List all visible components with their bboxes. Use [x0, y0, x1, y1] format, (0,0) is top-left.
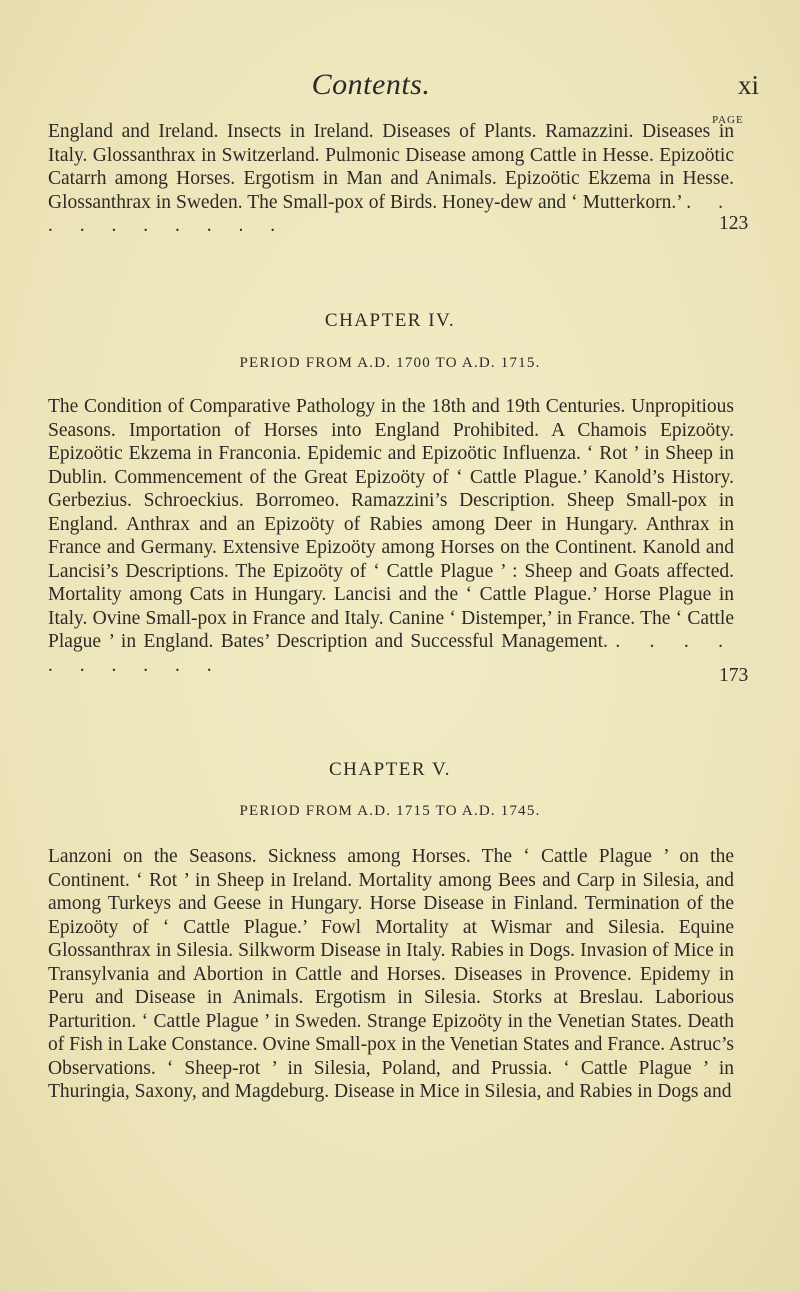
- toc-entry-text: England and Ireland. Insects in Ireland. Diseases of Plants. Ramazzini. Diseases in Italy. Glossanthrax in Switzerland. Pulmonic Disease among Cattle in Hesse. Epizoötic Catarrh among Horses. Ergotism in Man and Animals. Epizoötic Ekzema in Hesse. Glossanthrax in Sweden. The Small-pox of Birds. Honey-dew and ‘ Mutterkorn.’: [48, 121, 734, 213]
- leader-dots: . . . . . . . . . .: [48, 191, 734, 236]
- toc-entry-text: Lanzoni on the Seasons. Sickness among Horses. The ‘ Cattle Plague ’ on the Continent. ‘ Rot ’ in Sheep in Ireland. Mortality among Bees and Carp in Silesia, and among Turkeys and Geese in Hungary. Horse Disease in Finland. Termination of the Epizoöty of ‘ Cattle Plague.’ Fowl Mortality at Wismar and Silesia. Equine Glossanthrax in Silesia. Silkworm Disease in Italy. Rabies in Dogs. Invasion of Mice in Transylvania and Abortion in Cattle and Horses. Diseases in Provence. Epidemy in Peru and Disease in Animals. Ergotism in Silesia. Storks at Breslau. Laborious Parturition. ‘ Cattle Plague ’ in Sweden. Strange Epizoöty in the Venetian States. Death of Fish in Lake Constance. Ovine Small-pox in the Venetian States and France. Astruc’s Observations. ‘ Sheep-rot ’ in Silesia, Poland, and Prussia. ‘ Cattle Plague ’ in Thuringia, Saxony, and Magdeburg. Disease in Mice in Silesia, and Rabies in Dogs and: [48, 846, 734, 1102]
- chapter-period: PERIOD FROM A.D. 1700 TO A.D. 1715.: [239, 355, 541, 371]
- running-title: Contents.: [311, 68, 431, 101]
- toc-page-number: 123: [719, 213, 749, 234]
- leader-dots: . . . . . . . . . .: [48, 631, 735, 676]
- toc-entry-chapter-5: [48, 845, 734, 1104]
- page-column-label: PAGE: [712, 114, 744, 126]
- toc-page-number: 173: [719, 665, 749, 686]
- page-folio: xi: [738, 70, 760, 100]
- running-head: [0, 68, 800, 108]
- chapter-heading: CHAPTER IV.: [324, 310, 456, 331]
- toc-entry-continuation: [48, 120, 734, 238]
- toc-entry-text: The Condition of Comparative Pathology in the 18th and 19th Centuries. Unpropitious Seasons. Importation of Horses into England Prohibited. A Chamois Epizoöty. Epizoötic Ekzema in Franconia. Epidemic and Epizoötic Influenza. ‘ Rot ’ in Sheep in Dublin. Commencement of the Great Epizoöty of ‘ Cattle Plague.’ Kanold’s History. Gerbezius. Schroeckius. Borromeo. Ramazzini’s Description. Sheep Small-pox in England. Anthrax and an Epizoöty of Rabies among Deer in Hungary. Anthrax in France and Germany. Extensive Epizoöty among Horses on the Continent. Kanold and Lancisi’s Descriptions. The Epizoöty of ‘ Cattle Plague ’ : Sheep and Goats affected. Mortality among Cats in Hungary. Lancisi and the ‘ Cattle Plague.’ Horse Plague in Italy. Ovine Small-pox in France and Italy. Canine ‘ Distemper,’ in France. The ‘ Cattle Plague ’ in England. Bates’ Description and Successful Management.: [48, 396, 734, 652]
- chapter-period: PERIOD FROM A.D. 1715 TO A.D. 1745.: [239, 803, 541, 819]
- chapter-heading: CHAPTER V.: [329, 759, 451, 780]
- toc-entry-chapter-4: [48, 395, 734, 677]
